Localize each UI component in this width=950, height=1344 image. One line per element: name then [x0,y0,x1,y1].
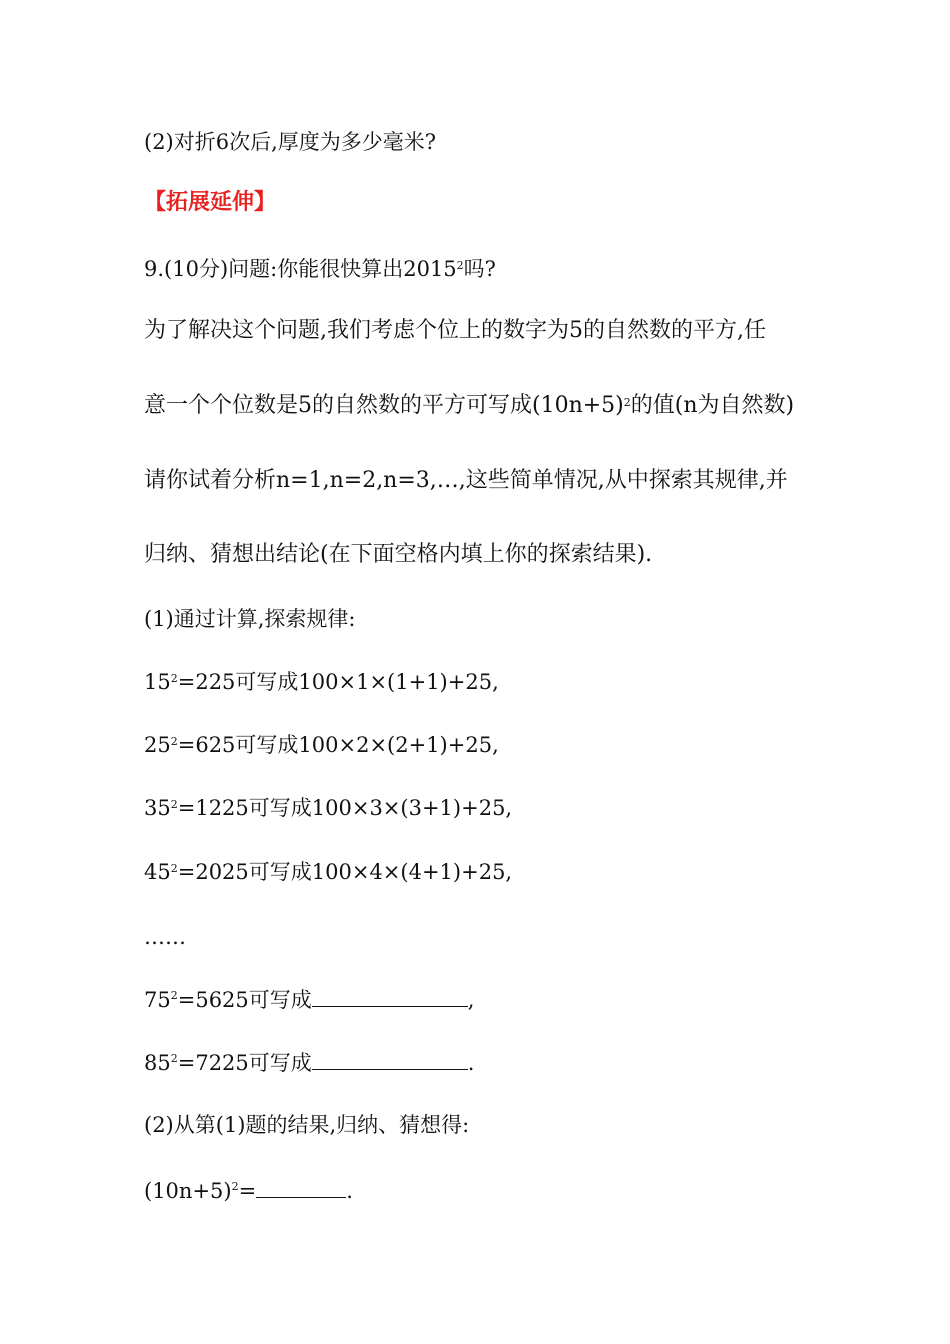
fill-end: . [467,1051,475,1075]
q9-paragraph-line-2 [144,391,794,421]
example-row [144,793,512,823]
example-expression: =625可写成100×2×(2+1)+25, [177,733,499,757]
example-base: 15 [144,670,171,694]
q9-p2-exponent: 2 [623,396,631,409]
example-row [144,857,512,887]
example-exponent: 2 [170,798,178,811]
question-8-part-2: (2)对折6次后,厚度为多少毫米? [144,130,437,154]
example-row [144,667,499,697]
example-exponent: 2 [170,735,178,748]
formula-end: . [346,1179,353,1203]
final-formula-row [144,1175,353,1206]
q9-paragraph-line-4: 归纳、猜想出结论(在下面空格内填上你的探索结果). [144,542,653,567]
fill-exponent: 2 [170,989,178,1002]
fill-in-row-85 [144,1047,474,1078]
answer-blank-85[interactable] [312,1047,468,1070]
fill-base: 75 [144,988,171,1012]
fill-expression: =7225可写成 [177,1051,312,1075]
q9-p2-text: 意一个个位数是5的自然数的平方可写成(10n+5) [144,393,624,418]
example-base: 25 [144,733,171,757]
example-base: 35 [144,796,171,820]
answer-blank-75[interactable] [312,984,468,1007]
q9-paragraph-line-1: 为了解决这个问题,我们考虑个位上的数字为5的自然数的平方,任 [144,318,766,343]
fill-end: , [467,988,475,1012]
example-base: 45 [144,860,171,884]
fill-base: 85 [144,1051,171,1075]
example-expression: =225可写成100×1×(1+1)+25, [177,670,499,694]
q9-paragraph-line-3: 请你试着分析n=1,n=2,n=3,…,这些简单情况,从中探索其规律,并 [144,468,788,493]
question-9-title [144,254,496,284]
q9-part-1-label: (1)通过计算,探索规律: [144,607,356,631]
formula-exponent: 2 [231,1180,239,1193]
formula-expression: (10n+5) [144,1179,232,1203]
example-exponent: 2 [170,672,178,685]
fill-in-row-75 [144,984,474,1015]
section-heading: 【拓展延伸】 [144,190,277,215]
q9-part-2-label: (2)从第(1)题的结果,归纳、猜想得: [144,1113,470,1137]
example-expression: =2025可写成100×4×(4+1)+25, [177,860,513,884]
q9-title-text: 9.(10分)问题:你能很快算出2015 [144,257,457,281]
example-expression: =1225可写成100×3×(3+1)+25, [177,796,513,820]
formula-equals: = [238,1179,257,1203]
q9-title-exponent: 2 [456,259,464,272]
answer-blank-formula[interactable] [256,1175,346,1198]
example-exponent: 2 [170,862,178,875]
q9-title-end: 吗? [463,257,496,281]
example-row [144,730,499,760]
fill-expression: =5625可写成 [177,988,312,1012]
fill-exponent: 2 [170,1052,178,1065]
q9-p2-end: 的值(n为自然数) [630,393,795,418]
ellipsis: …… [144,925,186,949]
